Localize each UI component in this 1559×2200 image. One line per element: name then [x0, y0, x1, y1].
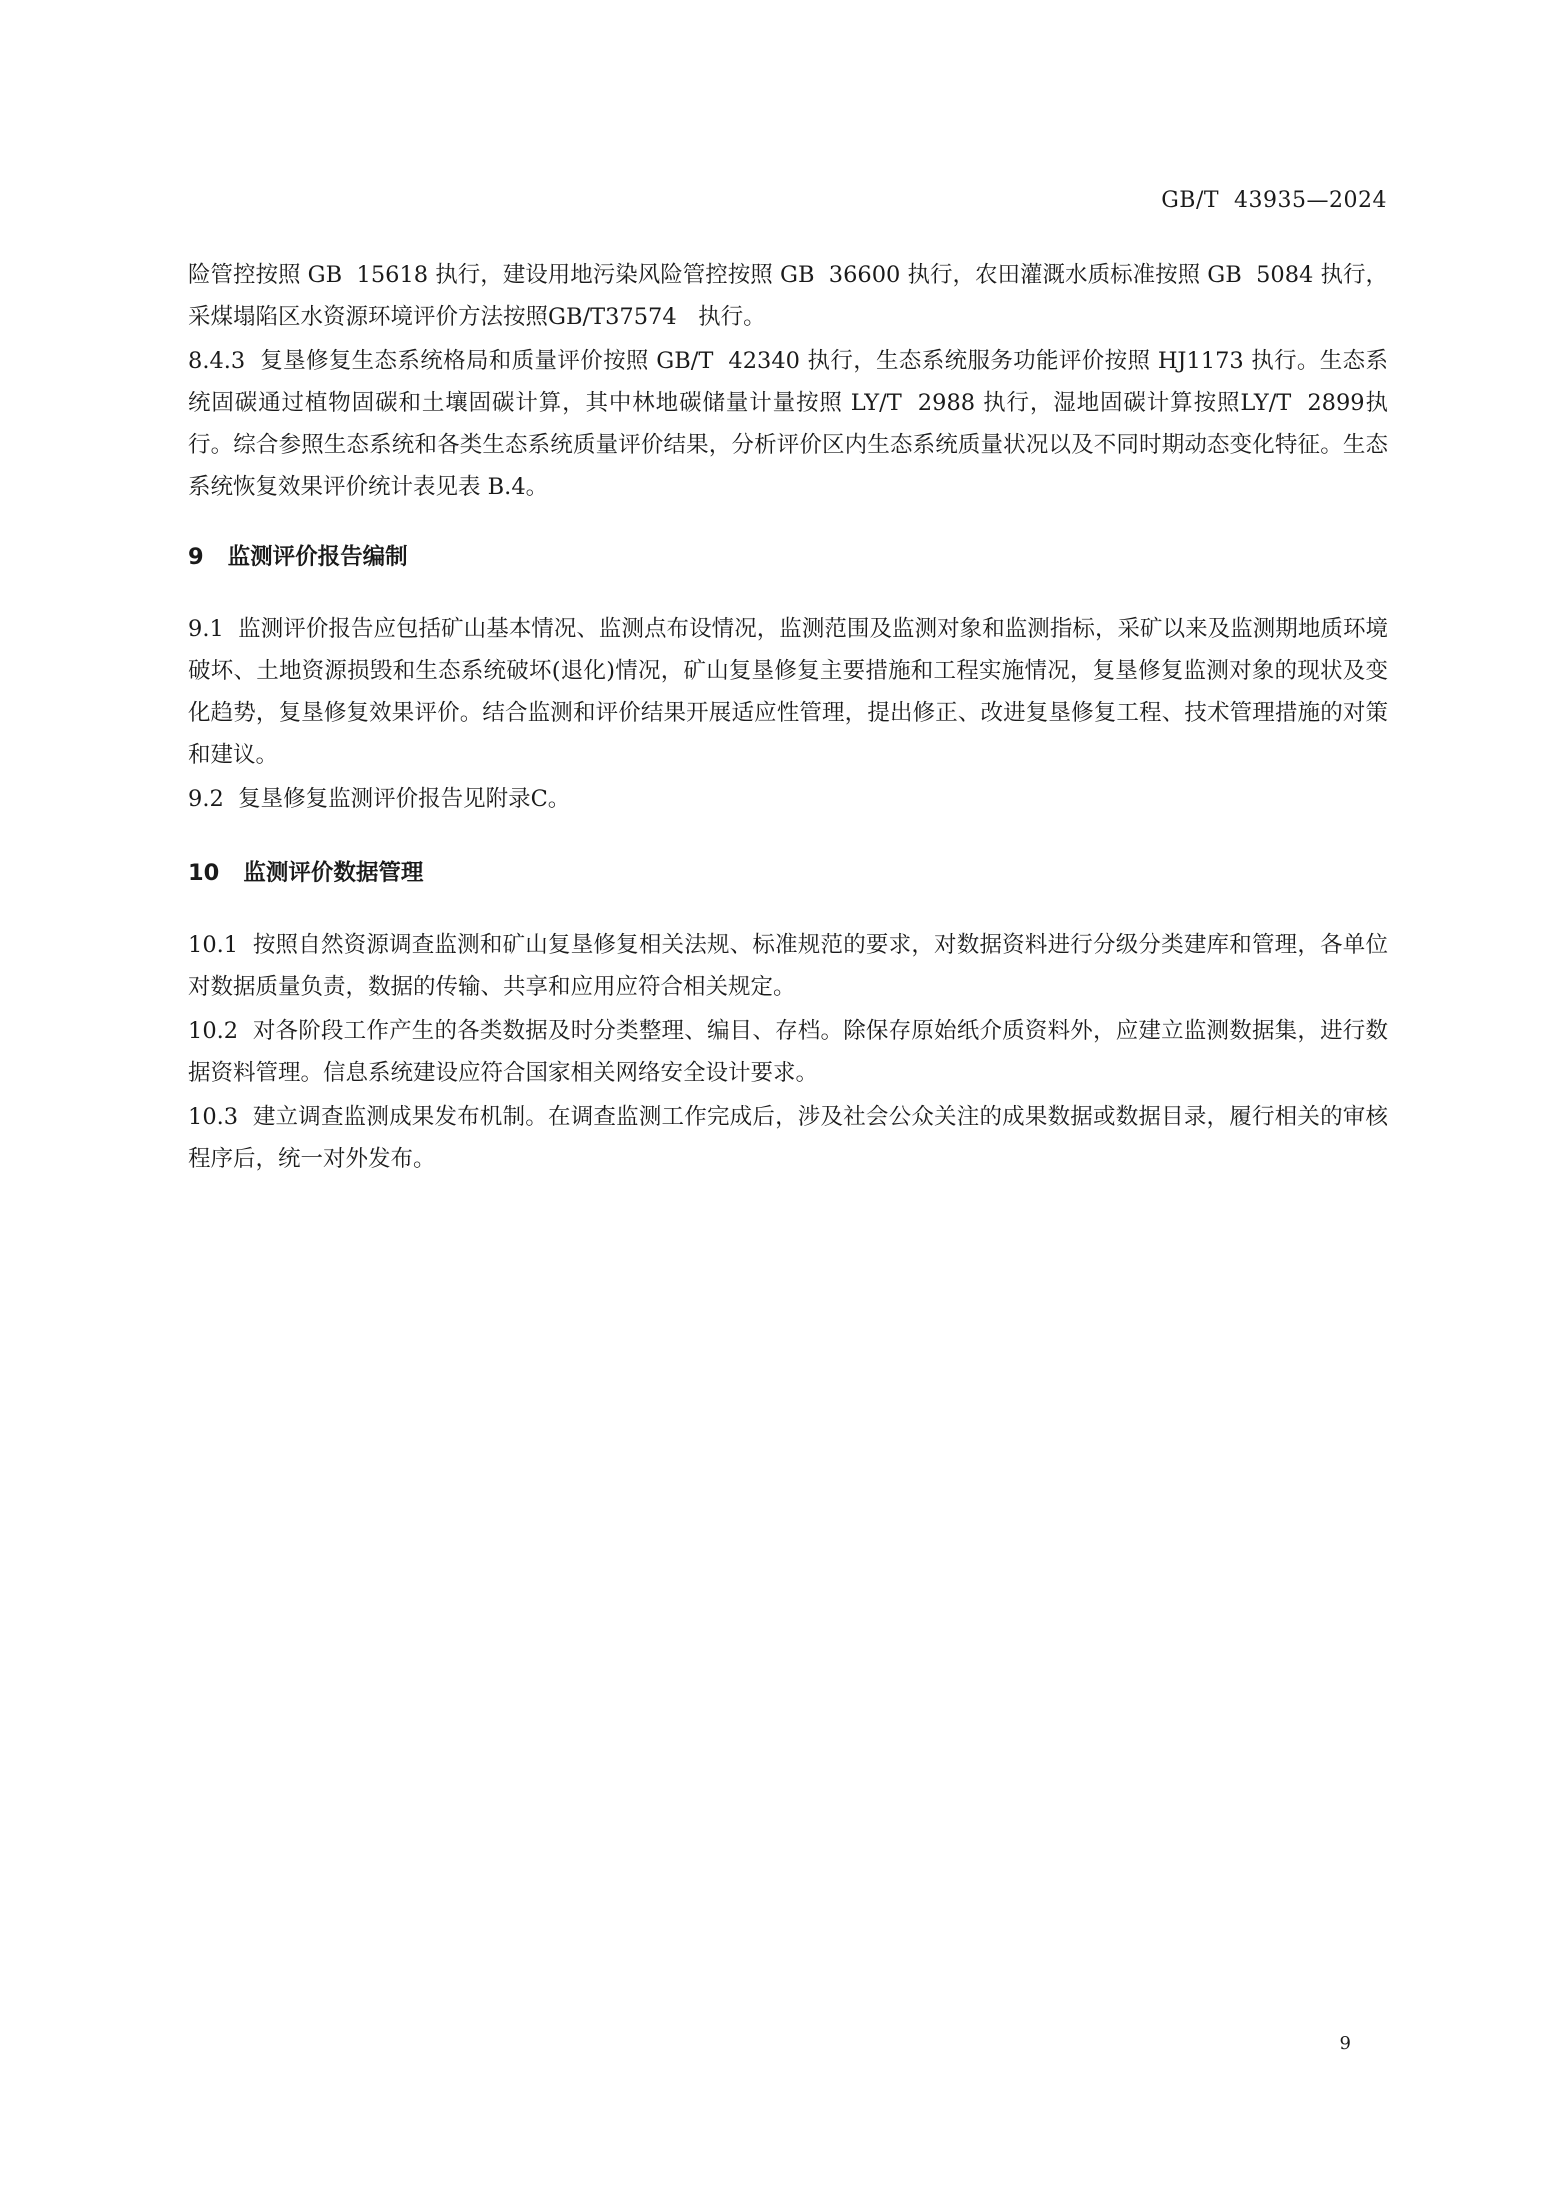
section-10-number: 10 [188, 860, 220, 886]
paragraph-10-1: 10.1 按照自然资源调查监测和矿山复垦修复相关法规、标准规范的要求，对数据资料进行分级分类建库和管理，各单位对数据质量负责，数据的传输、共享和应用应符合相关规定。 [188, 932, 1388, 1000]
paragraph-9-1: 9.1 监测评价报告应包括矿山基本情况、监测点布设情况，监测范围及监测对象和监测指标，采矿以来及监测期地质环境破坏、土地资源损毁和生态系统破坏(退化)情况，矿山复垦修复主要措施和工程实施情况，复垦修复监测对象的现状及变化趋势，复垦修复效果评价。结合监测和评价结果开展适应性管理，提出修正、改进复垦修复工程、技术管理措施的对策和建议。 [188, 616, 1388, 768]
section-9-heading [188, 536, 1388, 578]
document-body [188, 254, 1388, 1180]
section-9-number: 9 [188, 544, 204, 570]
page-number: 9 [1339, 2033, 1351, 2054]
section-9-title: 监测评价报告编制 [227, 544, 408, 570]
paragraph-8-4-3: 8.4.3 复垦修复生态系统格局和质量评价按照 GB/T 42340 执行，生态系统服务功能评价按照 HJ1173 执行。生态系统固碳通过植物固碳和土壤固碳计算，其中林地碳储量计量按照 LY/T 2988 执行，湿地固碳计算按照LY/T 2899执行。综合参照生态系统和各类生态系统质量评价结果，分析评价区内生态系统质量状况以及不同时期动态变化特征。生态系统恢复效果评价统计表见表 B.4。 [188, 348, 1388, 500]
section-10-title: 监测评价数据管理 [243, 860, 424, 886]
paragraph-continuation: 险管控按照 GB 15618 执行，建设用地污染风险管控按照 GB 36600 执行，农田灌溉水质标准按照 GB 5084 执行，采煤塌陷区水资源环境评价方法按照GB/T37574 执行。 [188, 262, 1388, 330]
paragraph-9-2: 9.2 复垦修复监测评价报告见附录C。 [188, 786, 571, 812]
paragraph-10-3: 10.3 建立调查监测成果发布机制。在调查监测工作完成后，涉及社会公众关注的成果数据或数据目录，履行相关的审核程序后，统一对外发布。 [188, 1104, 1388, 1172]
standard-code-header: GB/T 43935—2024 [1161, 188, 1387, 213]
section-10-heading [188, 852, 1388, 894]
paragraph-10-2: 10.2 对各阶段工作产生的各类数据及时分类整理、编目、存档。除保存原始纸介质资料外，应建立监测数据集，进行数据资料管理。信息系统建设应符合国家相关网络安全设计要求。 [188, 1018, 1388, 1086]
